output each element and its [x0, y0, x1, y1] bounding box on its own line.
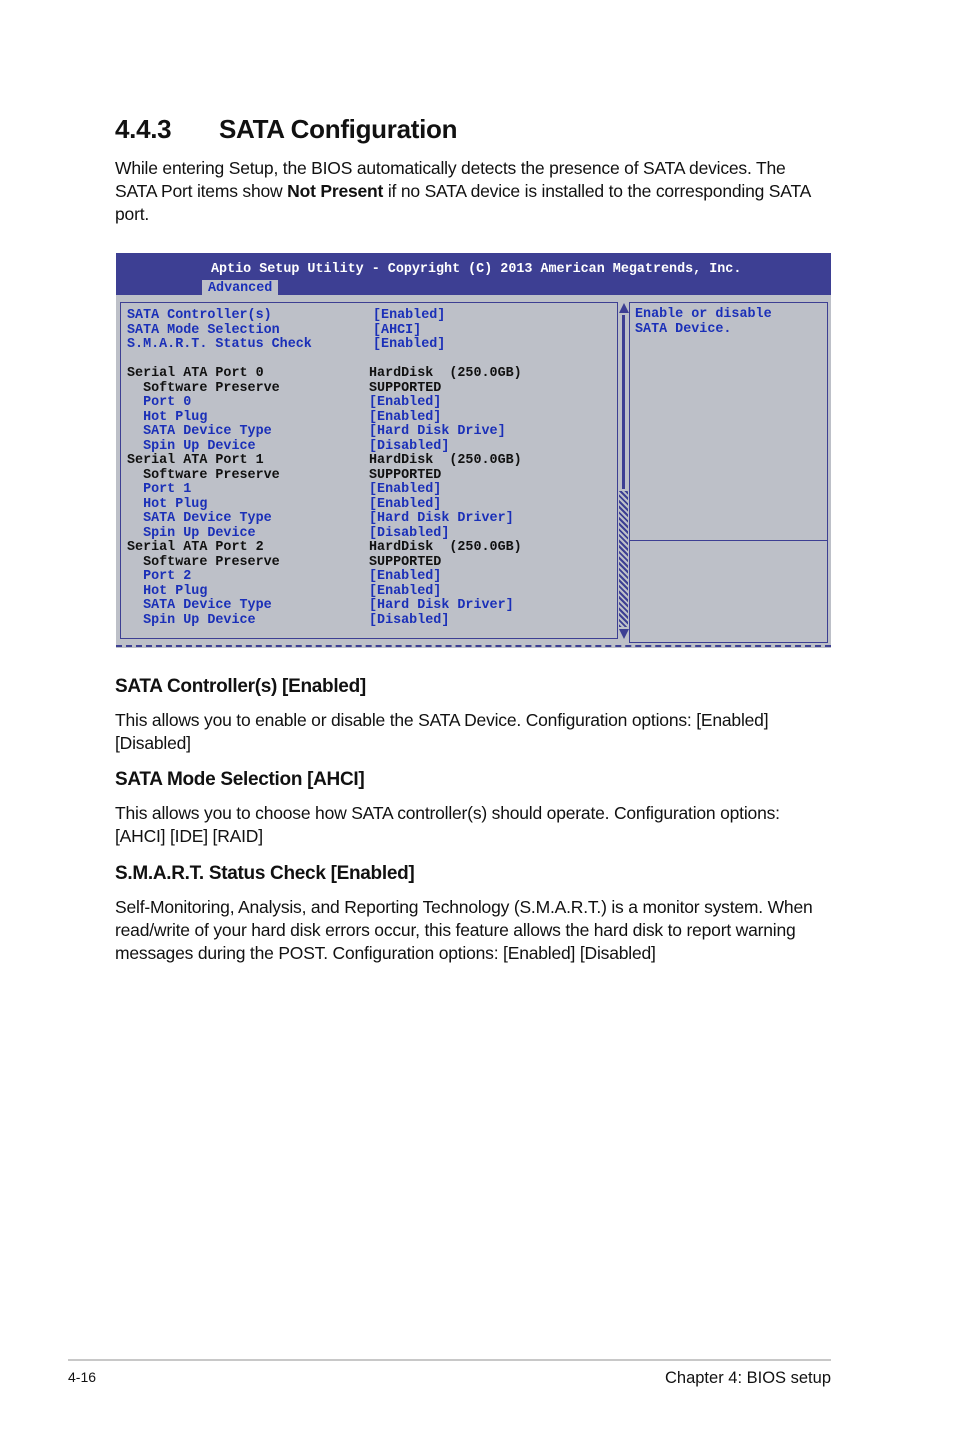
bios-header [116, 253, 831, 295]
bios-setting-value[interactable]: [Enabled] [373, 337, 446, 352]
bios-setting-label: SATA Device Type [127, 424, 272, 439]
intro-text-2: if no SATA device is installed to the corresponding SATA port. [115, 181, 811, 224]
section-number: 4.4.3 [115, 114, 172, 144]
bios-help-panel [629, 302, 828, 643]
scroll-up-arrow-icon[interactable] [619, 303, 629, 313]
bios-scrollbar[interactable] [618, 303, 629, 640]
bios-setting-label: Hot Plug [127, 496, 208, 512]
bios-title: Aptio Setup Utility - Copyright (C) 2013 American Megatrends, Inc. [211, 262, 742, 277]
bios-setting-value: SUPPORTED [369, 554, 442, 570]
bios-setting-value[interactable]: [Enabled] [369, 496, 442, 512]
bios-setting-value[interactable]: [Hard Disk Drive] [369, 424, 506, 439]
bios-setting-label: Port 2 [127, 569, 192, 584]
bios-setting-label: SATA Device Type [127, 598, 272, 613]
bios-setting-value[interactable]: [Enabled] [369, 569, 442, 584]
bios-setting-value: HardDisk (250.0GB) [369, 540, 522, 555]
bios-setting-value[interactable]: [Disabled] [369, 438, 450, 454]
chapter-label: Chapter 4: BIOS setup [664, 1369, 831, 1387]
bios-setting-value[interactable]: [Hard Disk Driver] [369, 598, 514, 613]
bios-setting-value[interactable]: [AHCI] [373, 322, 422, 338]
tab-advanced[interactable]: Advanced [202, 280, 278, 295]
bios-setting-label: SATA Device Type [127, 511, 272, 526]
bios-screenshot [116, 253, 831, 648]
bios-bottom-divider [116, 645, 831, 647]
bios-setting-label: Spin Up Device [127, 612, 256, 628]
bios-setting-label: Serial ATA Port 2 [127, 540, 264, 555]
bios-setting-label: Port 0 [127, 395, 192, 410]
bios-setting-value: SUPPORTED [369, 467, 442, 483]
bios-setting-label: S.M.A.R.T. Status Check [127, 337, 312, 352]
bios-setting-label: Spin Up Device [127, 438, 256, 454]
item-text-sata-controller: This allows you to enable or disable the SATA Device. Configuration options: [Enabled] [Disabled] [115, 710, 769, 753]
bios-setting-value[interactable]: [Disabled] [369, 612, 450, 628]
item-heading-smart: S.M.A.R.T. Status Check [Enabled] [115, 863, 415, 884]
bios-setting-label: Spin Up Device [127, 525, 256, 541]
bios-setting-value: SUPPORTED [369, 380, 442, 396]
bios-setting-value[interactable]: [Enabled] [369, 409, 442, 425]
item-text-smart: Self-Monitoring, Analysis, and Reporting Technology (S.M.A.R.T.) is a monitor system. When read/write of your hard disk errors occur, this feature allows the hard disk to report warning messages during the POST. Configuration options: [Enabled] [Disabled] [115, 897, 813, 963]
item-text-sata-mode: This allows you to choose how SATA controller(s) should operate. Configuration options: [AHCI] [IDE] [RAID] [115, 803, 780, 846]
intro-paragraph [115, 157, 831, 226]
scroll-track [622, 315, 625, 489]
item-heading-sata-mode: SATA Mode Selection [AHCI] [115, 769, 365, 790]
bios-settings-panel [120, 302, 618, 639]
bios-setting-value[interactable]: [Disabled] [369, 525, 450, 541]
bios-setting-value[interactable]: [Enabled] [373, 308, 446, 323]
intro-text-1: While entering Setup, the BIOS automatically detects the presence of SATA devices. The SATA Port items show [115, 158, 786, 201]
bios-setting-label: Hot Plug [127, 583, 208, 599]
bios-setting-value: HardDisk (250.0GB) [369, 453, 522, 468]
bios-setting-label: SATA Controller(s) [127, 308, 272, 323]
bios-setting-label: Software Preserve [127, 467, 280, 483]
intro-bold-term: Not Present [287, 181, 384, 201]
bios-setting-value[interactable]: [Enabled] [369, 482, 442, 497]
bios-setting-label: SATA Mode Selection [127, 322, 280, 338]
scroll-down-arrow-icon[interactable] [619, 629, 629, 639]
section-title-text: SATA Configuration [219, 114, 458, 144]
item-heading-sata-controller: SATA Controller(s) [Enabled] [115, 676, 366, 697]
scroll-thumb[interactable] [619, 491, 628, 627]
bios-setting-value[interactable]: [Enabled] [369, 395, 442, 410]
bios-setting-label: Serial ATA Port 1 [127, 453, 264, 468]
bios-setting-value[interactable]: [Enabled] [369, 583, 442, 599]
help-text: Enable or disable SATA Device. [635, 307, 772, 337]
bios-setting-label: Serial ATA Port 0 [127, 366, 264, 381]
section-title [115, 114, 457, 145]
bios-setting-label: Software Preserve [127, 554, 280, 570]
page-number: 4-16 [68, 1369, 97, 1385]
footer-rule [68, 1359, 831, 1361]
bios-setting-value[interactable]: [Hard Disk Driver] [369, 511, 514, 526]
bios-setting-label: Software Preserve [127, 380, 280, 396]
bios-setting-value: HardDisk (250.0GB) [369, 366, 522, 381]
bios-setting-label: Port 1 [127, 482, 192, 497]
help-divider [630, 540, 827, 541]
bios-setting-label: Hot Plug [127, 409, 208, 425]
